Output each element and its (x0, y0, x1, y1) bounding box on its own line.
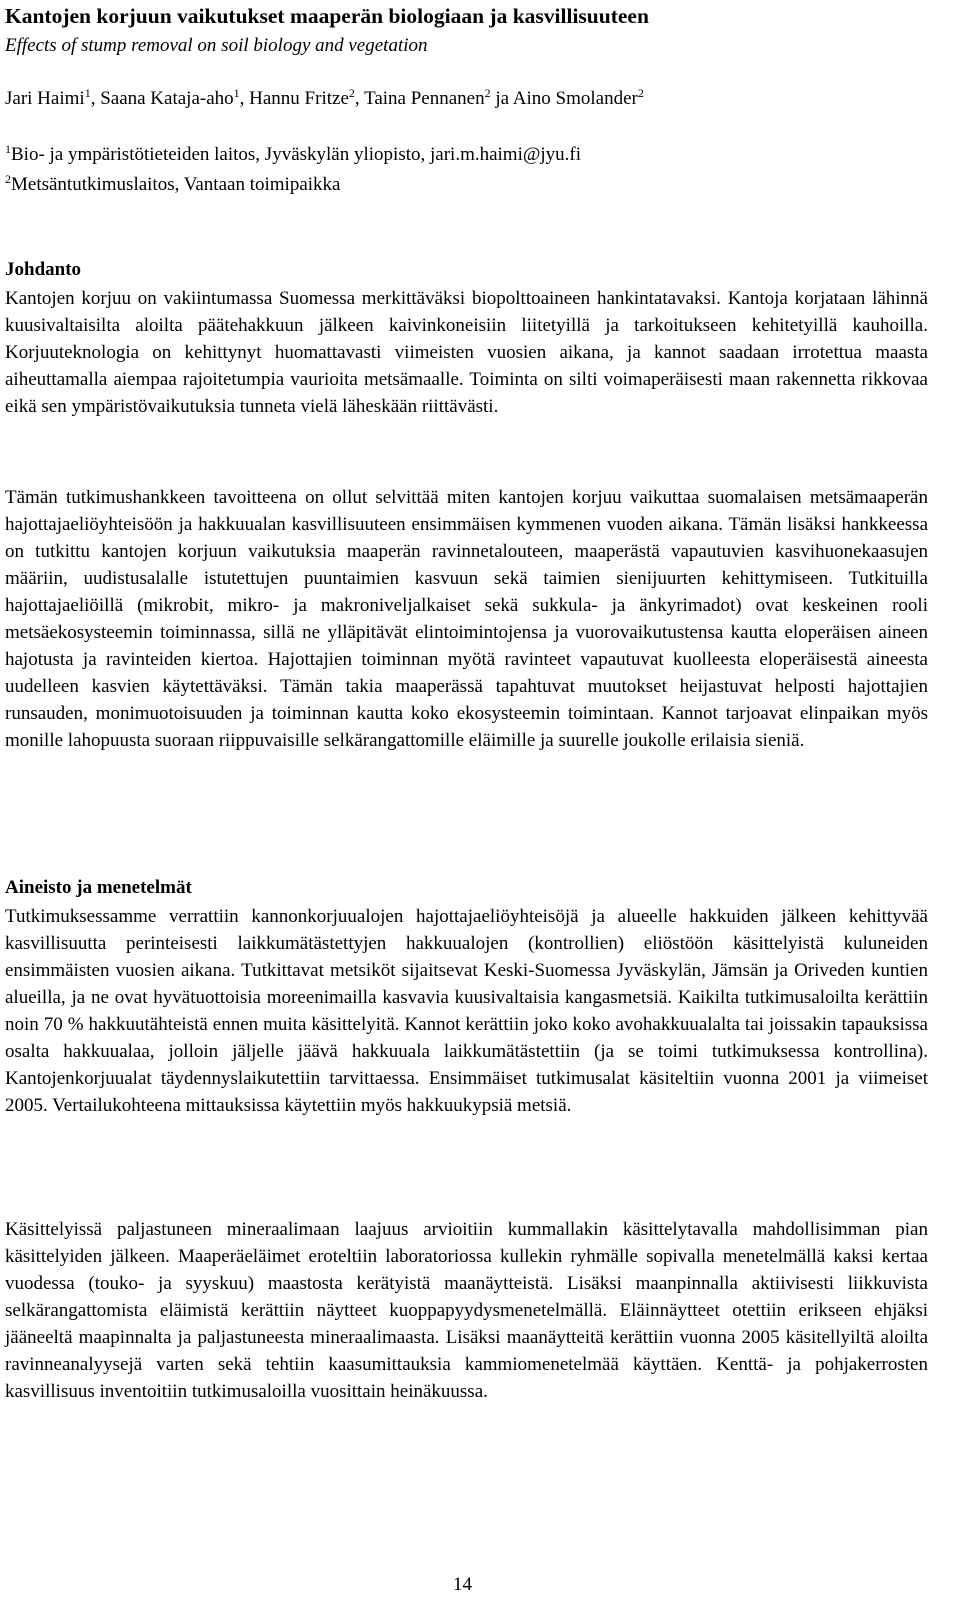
affiliation-1 (5, 144, 581, 166)
author-name: Taina Pennanen (364, 88, 485, 109)
affiliation-2 (5, 174, 340, 196)
paragraph: Tutkimuksessamme verrattiin kannonkorjuualojen hajottajaeliöyhteisöjä ja alueelle hakkuiden jälkeen kehittyvää kasvillisuutta perinteisesti laikkumätästettyjen hakkuualojen (kontrollien) eliöstöön käsittelyistä kuluneiden ensimmäisten vuosien aikana. Tutkittavat metsiköt sijaitsevat Keski-Suomessa Jyväskylän, Jämsän ja Oriveden kuntien alueilla, ja ne ovat hyvätuottoisia moreenimailla kasvavia kuusivaltaisia kangasmetsiä. Kaikilta tutkimusaloilta kerättiin noin 70 % hakkuutähteistä ennen muita käsittelyitä. Kannot kerättiin joko koko avohakkuualalta tai joissakin tapauksissa osalta hakkuualaa, jolloin jäljelle jäävä hakkuuala laikkumätästettiin (ja se toimi tutkimuksessa kontrollina). Kantojenkorjuualat täydennyslaikutettiin tarvittaessa. Ensimmäiset tutkimusalat käsiteltiin vuonna 2001 ja viimeiset 2005. Vertailukohteena mittauksissa käytettiin myös hakkuukypsiä metsiä. (5, 906, 928, 1116)
paragraph: Kantojen korjuu on vakiintumassa Suomessa merkittäväksi biopolttoaineen hankintatavaksi. Kantoja korjataan lähinnä kuusivaltaisilta aloilta päätehakkuun jälkeen kaivinkoneisiin liitetyillä ja tarkoitukseen kehitetyillä kauhoilla. Korjuuteknologia on kehittynyt huomattavasti viimeisten vuosien aikana, ja kannot saadaan irrotettua maasta aiheuttamalla aiempaa rajoitetumpia vaurioita metsämaalle. Toiminta on silti voimaperäisesti maan rakennetta rikkovaa eikä sen ympäristövaikutuksia tunneta vielä läheskään riittävästi. (5, 288, 928, 417)
author-affiliation-number: 2 (637, 86, 644, 100)
document-title: Kantojen korjuun vaikutukset maaperän biologiaan ja kasvillisuuteen (5, 4, 649, 28)
affiliation-number: 2 (5, 172, 11, 186)
document-subtitle: Effects of stump removal on soil biology and vegetation (5, 35, 428, 56)
author-affiliation-number: 1 (84, 86, 91, 100)
author-list: Jari Haimi$^1$, Saana Kataja-aho$^1$, Hannu Fritze$^2$, Taina Pennanen$^2$ ja Aino Smolander$^2$ (5, 86, 644, 109)
author-affiliation-number: 2 (484, 86, 491, 100)
author-name: Jari Haimi (5, 88, 85, 109)
affiliation-text: Metsäntutkimuslaitos, Vantaan toimipaikka (11, 174, 341, 195)
author-affiliation-number: 2 (348, 86, 355, 100)
paragraph: Käsittelyissä paljastuneen mineraalimaan laajuus arvioitiin kummallakin käsittelytavalla mahdollisimman pian käsittelyiden jälkeen. Maaperäeläimet eroteltiin laboratoriossa kullekin ryhmälle sopivalla menetelmällä kaksi kertaa vuodessa (touko- ja syyskuu) maastosta kerätyistä maanäytteistä. Lisäksi maanpinnalla aktiivisesti liikkuvista selkärangattomista eläimistä kerättiin näytteet kuoppapyydysmenetelmällä. Eläinnäytteet otettiin erikseen ehjäksi jääneeltä maapinnalta ja paljastuneesta mineraalimaasta. Lisäksi maanäytteitä kerättiin vuonna 2005 käsitellyiltä aloilta ravinneanalyysejä varten sekä tehtiin kaasumittauksia kammiomenetelmää käyttäen. Kenttä- ja pohjakerrosten kasvillisuus inventoitiin tutkimusaloilla vuosittain heinäkuussa. (5, 1219, 928, 1402)
section-heading-introduction: Johdanto (5, 259, 82, 280)
author-affiliation-number: 1 (233, 86, 240, 100)
affiliation-text: Bio- ja ympäristötieteiden laitos, Jyväskylän yliopisto, jari.m.haimi@jyu.fi (11, 144, 581, 165)
affiliation-number: 1 (5, 142, 11, 156)
paragraph: Tämän tutkimushankkeen tavoitteena on ollut selvittää miten kantojen korjuu vaikuttaa suomalaisen metsämaaperän hajottajaeliöyhteisöön ja hakkuualan kasvillisuuteen ensimmäisen kymmenen vuoden aikana. Tämän lisäksi hankkeessa on tutkittu kantojen korjuun vaikutuksia maaperän ravinnetalouteen, maaperästä vapautuvien kasvihuonekaasujen määriin, uudistusalalle istutettujen puuntaimien kasvuun sekä taimien sienijuurten kehittymiseen. Tutkituilla hajottajaeliöillä (mikrobit, mikro- ja makroniveljalkaiset sekä sukkula- ja änkyrimadot) ovat keskeinen rooli metsäekosysteemin toiminnassa, sillä ne ylläpitävät elintoimintojensa ja vuorovaikutustensa kautta eloperäisen aineen hajotusta ja ravinteiden kiertoa. Hajottajien toiminnan myötä ravinteet vapautuvat kuolleesta eloperäisestä aineesta uudelleen kasvien käytettäväksi. Tämän takia maaperässä tapahtuvat muutokset heijastuvat helposti hajottajien runsauden, monimuotoisuuden ja toiminnan kautta koko ekosysteemin toimintaan. Kannot tarjoavat elinpaikan myös monille lahopuusta suoraan riippuvaisille selkärangattomille eläimille ja suurelle joukolle erilaisia sieniä. (5, 487, 928, 751)
author-name: Hannu Fritze (249, 88, 349, 109)
section-heading-methods: Aineisto ja menetelmät (5, 877, 192, 898)
author-name: Saana Kataja-aho (100, 88, 234, 109)
page-number: 14 (453, 1574, 472, 1595)
author-name: Aino Smolander (512, 88, 638, 109)
